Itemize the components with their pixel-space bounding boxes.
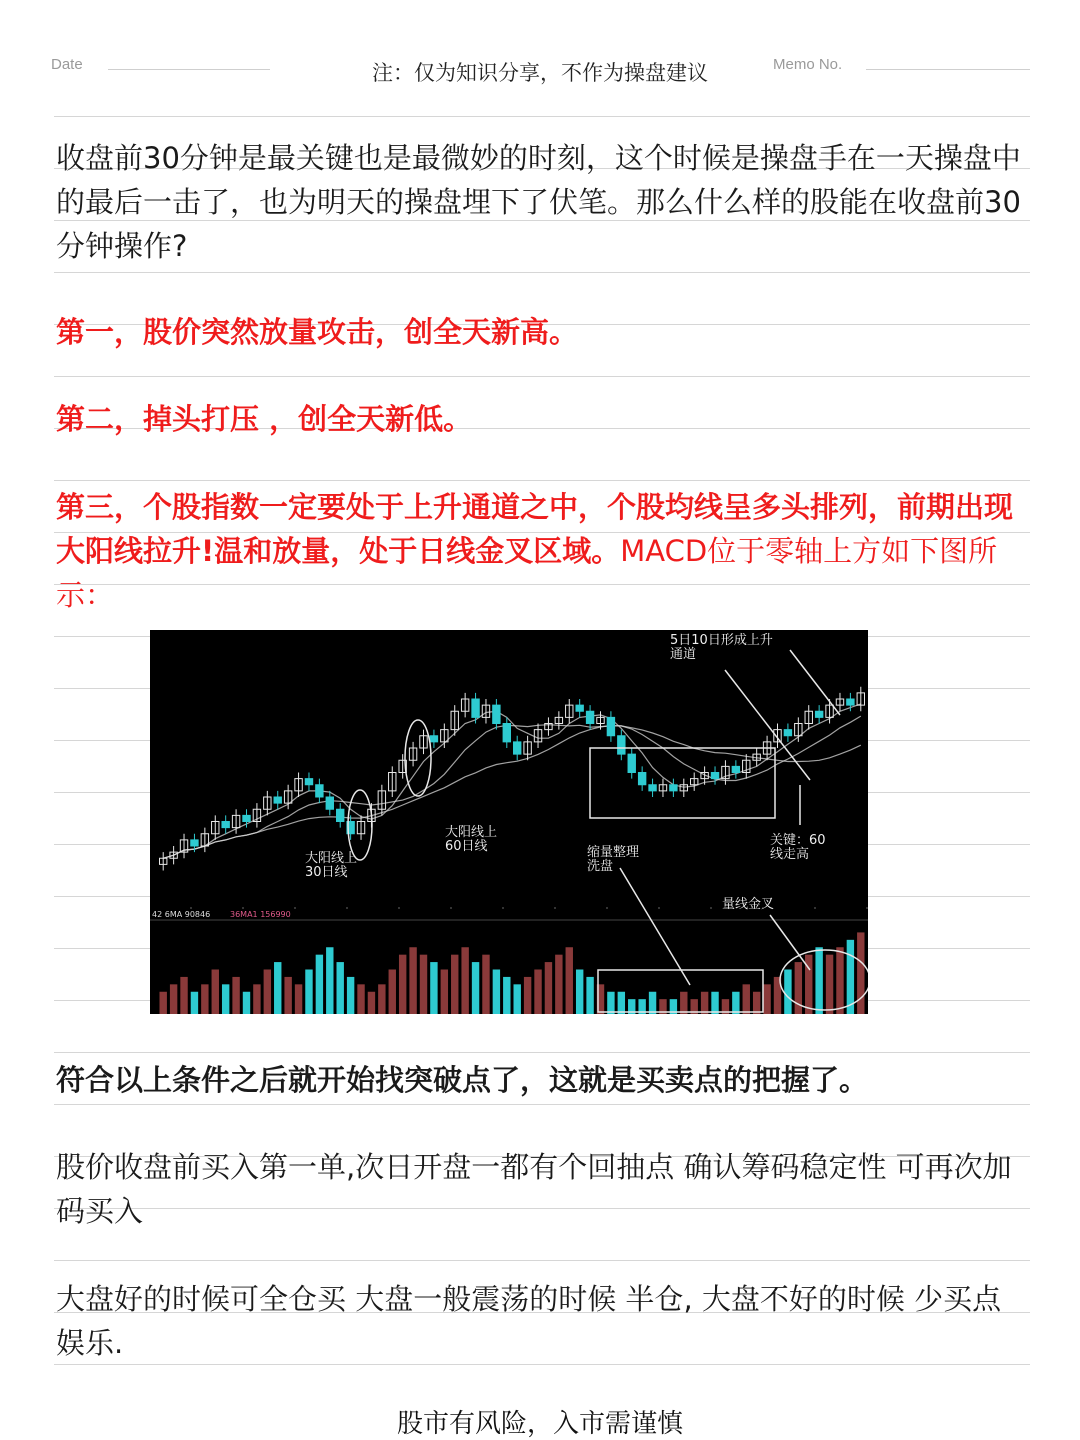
volume-bar bbox=[732, 992, 739, 1014]
volume-bar bbox=[389, 970, 396, 1015]
volume-bar bbox=[566, 947, 573, 1014]
annotation-yang-line-60: 60日线 bbox=[445, 839, 488, 854]
volume-bar bbox=[586, 977, 593, 1014]
volume-bar bbox=[514, 984, 521, 1014]
annotation-volume-cross: 量线金叉 bbox=[722, 897, 775, 912]
volume-bar bbox=[409, 947, 416, 1014]
candle-body bbox=[618, 736, 625, 754]
annotation-shrink-wash: 洗盘 bbox=[587, 859, 614, 874]
memo-line bbox=[866, 69, 1030, 70]
candle-body bbox=[576, 705, 583, 711]
volume-bar bbox=[753, 992, 760, 1014]
candle-body bbox=[337, 809, 344, 821]
volume-bar bbox=[607, 992, 614, 1014]
annotation-yang-line-30: 大阳线上 bbox=[305, 851, 358, 866]
volume-bar bbox=[399, 955, 406, 1014]
volume-bar bbox=[826, 955, 833, 1014]
conclusion-paragraph: 符合以上条件之后就开始找突破点了，这就是买卖点的把握了。 bbox=[56, 1063, 869, 1097]
volume-bar bbox=[191, 992, 198, 1014]
volume-bar bbox=[534, 970, 541, 1015]
annotation-rising-channel: 5日10日形成上升 bbox=[670, 633, 773, 648]
volume-bar bbox=[357, 984, 364, 1014]
candle-body bbox=[430, 736, 437, 742]
arrow-channel-2 bbox=[790, 650, 840, 715]
point-three-bold: 第三，个股指数一定要处于上升通道之中，个股均线呈多头排列，前期出现大阳线拉升!温和放量，处于日线金叉区域。 bbox=[56, 490, 1014, 568]
volume-bar bbox=[274, 962, 281, 1014]
candle-body bbox=[638, 773, 645, 785]
volume-bar bbox=[347, 977, 354, 1014]
volume-bar bbox=[368, 992, 375, 1014]
volume-bar bbox=[201, 984, 208, 1014]
volume-bar bbox=[253, 984, 260, 1014]
point-one: 第一，股价突然放量攻击，创全天新高。 bbox=[56, 315, 579, 349]
annotation-key-60: 关键：60 bbox=[770, 833, 826, 848]
volume-legend-right: 36MA1 156990 bbox=[230, 910, 291, 919]
candle-body bbox=[711, 773, 718, 779]
volume-bar bbox=[420, 955, 427, 1014]
volume-bar bbox=[222, 984, 229, 1014]
arrow-wash bbox=[620, 868, 690, 985]
annotation-shrink-wash: 缩量整理 bbox=[587, 845, 640, 860]
volume-bar bbox=[264, 970, 271, 1015]
arrow-channel-1 bbox=[725, 670, 810, 780]
volume-bar bbox=[680, 992, 687, 1014]
volume-bar bbox=[295, 984, 302, 1014]
candle-body bbox=[503, 724, 510, 742]
volume-bar bbox=[618, 992, 625, 1014]
ma-line-20 bbox=[163, 726, 861, 859]
candle-body bbox=[305, 779, 312, 785]
volume-bar bbox=[784, 970, 791, 1015]
volume-bar bbox=[857, 932, 864, 1014]
candle-body bbox=[815, 711, 822, 717]
candle-body bbox=[847, 699, 854, 705]
memo-label: Memo No. bbox=[773, 56, 843, 73]
volume-bar bbox=[305, 970, 312, 1015]
ma-line-10 bbox=[163, 716, 861, 858]
volume-bar bbox=[836, 947, 843, 1014]
point-three-macd: MACD位于零轴上方如下图所示： bbox=[56, 534, 998, 612]
candle-body bbox=[472, 699, 479, 717]
stock-chart bbox=[150, 630, 868, 1014]
candle-body bbox=[670, 785, 677, 791]
volume-bar bbox=[243, 992, 250, 1014]
volume-bar bbox=[430, 962, 437, 1014]
volume-bar bbox=[649, 992, 656, 1014]
volume-bar bbox=[316, 955, 323, 1014]
volume-bar bbox=[711, 992, 718, 1014]
volume-bar bbox=[555, 955, 562, 1014]
volume-bar bbox=[284, 977, 291, 1014]
candle-body bbox=[243, 815, 250, 821]
point-three bbox=[56, 485, 1028, 617]
annotation-yang-line-60: 大阳线上 bbox=[445, 825, 498, 840]
ma-line-5 bbox=[163, 704, 861, 858]
volume-bar bbox=[326, 947, 333, 1014]
volume-bar bbox=[232, 977, 239, 1014]
risk-footer: 股市有风险，入市需谨慎 bbox=[396, 1409, 683, 1439]
volume-bar bbox=[472, 962, 479, 1014]
volume-bar bbox=[441, 970, 448, 1015]
volume-bar bbox=[493, 970, 500, 1015]
candle-body bbox=[493, 705, 500, 723]
highlight-consolidation bbox=[590, 748, 775, 818]
candle-body bbox=[191, 840, 198, 846]
volume-bar bbox=[378, 984, 385, 1014]
candle-body bbox=[222, 822, 229, 828]
volume-bar bbox=[763, 984, 770, 1014]
volume-bar bbox=[482, 955, 489, 1014]
date-label: Date bbox=[51, 56, 83, 73]
volume-bar bbox=[160, 992, 167, 1014]
candle-body bbox=[274, 797, 281, 803]
candle-body bbox=[326, 797, 333, 809]
volume-bar bbox=[503, 977, 510, 1014]
annotation-key-60: 线走高 bbox=[770, 847, 810, 862]
candle-body bbox=[628, 754, 635, 772]
volume-bar bbox=[461, 947, 468, 1014]
volume-bar bbox=[545, 962, 552, 1014]
annotation-rising-channel: 通道 bbox=[670, 647, 697, 662]
volume-bars bbox=[160, 932, 865, 1014]
annotation-yang-line-30: 30日线 bbox=[305, 865, 348, 880]
candle-body bbox=[316, 785, 323, 797]
candle-body bbox=[649, 785, 656, 791]
highlight-volume-cross bbox=[780, 950, 868, 1010]
candle-body bbox=[784, 730, 791, 736]
volume-bar bbox=[451, 955, 458, 1014]
volume-bar bbox=[743, 984, 750, 1014]
disclaimer-note: 注：仅为知识分享，不作为操盘建议 bbox=[372, 61, 708, 85]
candle-body bbox=[514, 742, 521, 754]
candle-body bbox=[732, 766, 739, 772]
volume-bar bbox=[524, 977, 531, 1014]
volume-bar bbox=[170, 984, 177, 1014]
candle-body bbox=[586, 711, 593, 723]
volume-bar bbox=[815, 947, 822, 1014]
volume-legend-left: 42 6MA 90846 bbox=[152, 910, 211, 919]
volume-bar bbox=[212, 970, 219, 1015]
volume-bar bbox=[180, 977, 187, 1014]
candle-body bbox=[607, 717, 614, 735]
volume-bar bbox=[337, 962, 344, 1014]
position-tip-paragraph: 大盘好的时候可全仓买 大盘一般震荡的时候 半仓, 大盘不好的时候 少买点娱乐. bbox=[56, 1282, 1002, 1360]
intro-paragraph: 收盘前30分钟是最关键也是最微妙的时刻，这个时候是操盘手在一天操盘中的最后一击了，也为明天的操盘埋下了伏笔。那么什么样的股能在收盘前30分钟操作? bbox=[56, 141, 1021, 263]
moving-average-lines bbox=[163, 704, 861, 858]
buy-tip-paragraph: 股价收盘前买入第一单,次日开盘一都有个回抽点 确认筹码稳定性 可再次加码买入 bbox=[56, 1150, 1012, 1228]
point-two: 第二，掉头打压 ，创全天新低。 bbox=[56, 402, 473, 436]
volume-bar bbox=[576, 970, 583, 1015]
volume-bar bbox=[701, 992, 708, 1014]
